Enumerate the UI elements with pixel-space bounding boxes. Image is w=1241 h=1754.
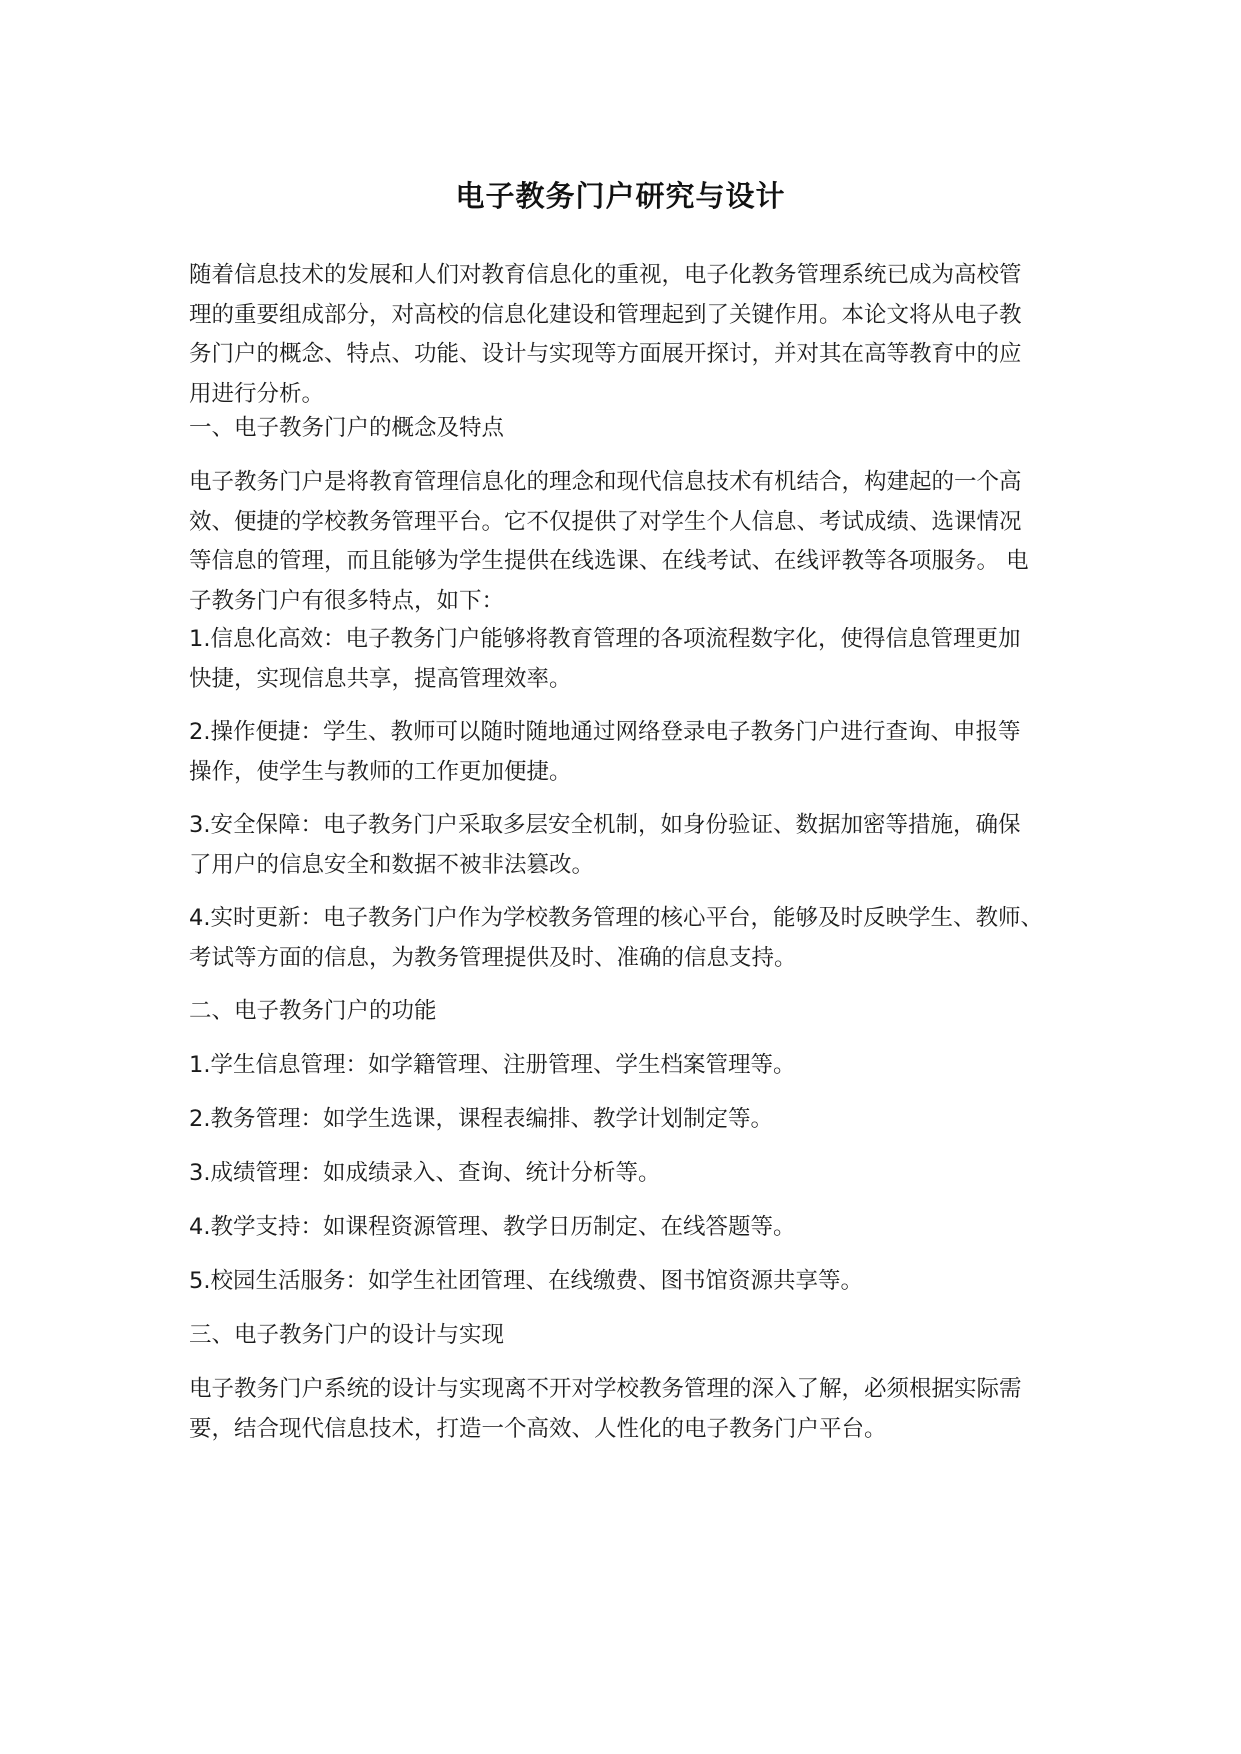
section-heading-2 bbox=[189, 992, 1069, 1032]
paragraph-function-3 bbox=[189, 1154, 1069, 1194]
text-line: 2.教务管理：如学生选课，课程表编排、教学计划制定等。 bbox=[189, 1106, 773, 1132]
paragraph-intro bbox=[189, 256, 1069, 414]
text-line: 1.学生信息管理：如学籍管理、注册管理、学生档案管理等。 bbox=[189, 1052, 796, 1078]
text-line: 效、便捷的学校教务管理平台。它不仅提供了对学生个人信息、考试成绩、选课情况 bbox=[189, 508, 1022, 535]
text-line: 电子教务门户系统的设计与实现离不开对学校教务管理的深入了解，必须根据实际需 bbox=[189, 1376, 1022, 1402]
text-line: 随着信息技术的发展和人们对教育信息化的重视，电子化教务管理系统已成为高校管 bbox=[189, 262, 1022, 288]
section-heading-1 bbox=[189, 409, 1069, 449]
text-line: 3.成绩管理：如成绩录入、查询、统计分析等。 bbox=[189, 1160, 661, 1186]
text-line: 等信息的管理，而且能够为学生提供在线选课、在线考试、在线评教等各项服务。 电 bbox=[189, 548, 1029, 574]
text-line: 考试等方面的信息，为教务管理提供及时、准确的信息支持。 bbox=[189, 944, 797, 971]
heading-line: 三、电子教务门户的设计与实现 bbox=[189, 1322, 505, 1348]
text-line: 2.操作便捷：学生、教师可以随时随地通过网络登录电子教务门户进行查询、申报等 bbox=[189, 719, 1021, 745]
heading-line: 一、电子教务门户的概念及特点 bbox=[189, 415, 505, 441]
text-line: 4.实时更新：电子教务门户作为学校教务管理的核心平台，能够及时反映学生、教师、 bbox=[189, 905, 1043, 931]
paragraph-section-1-body bbox=[189, 463, 1069, 621]
text-line: 务门户的概念、特点、功能、设计与实现等方面展开探讨，并对其在高等教育中的应 bbox=[189, 341, 1022, 367]
text-line: 操作，使学生与教师的工作更加便捷。 bbox=[189, 758, 572, 785]
paragraph-function-2 bbox=[189, 1100, 1069, 1140]
paragraph-function-5 bbox=[189, 1262, 1069, 1302]
text-line: 理的重要组成部分，对高校的信息化建设和管理起到了关键作用。本论文将从电子教 bbox=[189, 301, 1022, 328]
document-title: 电子教务门户研究与设计 bbox=[455, 179, 786, 213]
text-line: 用进行分析。 bbox=[189, 380, 325, 407]
text-line: 快捷，实现信息共享，提高管理效率。 bbox=[189, 665, 572, 692]
paragraph-function-1 bbox=[189, 1046, 1069, 1086]
paragraph-feature-2 bbox=[189, 713, 1069, 792]
section-heading-3 bbox=[189, 1316, 1069, 1356]
paragraph-feature-4 bbox=[189, 899, 1069, 978]
text-line: 5.校园生活服务：如学生社团管理、在线缴费、图书馆资源共享等。 bbox=[189, 1268, 863, 1294]
paragraph-feature-3 bbox=[189, 806, 1069, 885]
paragraph-feature-1 bbox=[189, 620, 1069, 699]
text-line: 子教务门户有很多特点，如下： bbox=[189, 587, 505, 614]
paragraph-function-4 bbox=[189, 1208, 1069, 1248]
heading-line: 二、电子教务门户的功能 bbox=[189, 998, 437, 1024]
text-line: 4.教学支持：如课程资源管理、教学日历制定、在线答题等。 bbox=[189, 1214, 796, 1240]
text-line: 了用户的信息安全和数据不被非法篡改。 bbox=[189, 851, 595, 878]
text-line: 要，结合现代信息技术，打造一个高效、人性化的电子教务门户平台。 bbox=[189, 1415, 887, 1442]
text-line: 3.安全保障：电子教务门户采取多层安全机制，如身份验证、数据加密等措施，确保 bbox=[189, 812, 1021, 838]
text-line: 1.信息化高效：电子教务门户能够将教育管理的各项流程数字化，使得信息管理更加 bbox=[189, 626, 1021, 652]
paragraph-section-3-body bbox=[189, 1370, 1069, 1449]
text-line: 电子教务门户是将教育管理信息化的理念和现代信息技术有机结合，构建起的一个高 bbox=[189, 469, 1022, 495]
